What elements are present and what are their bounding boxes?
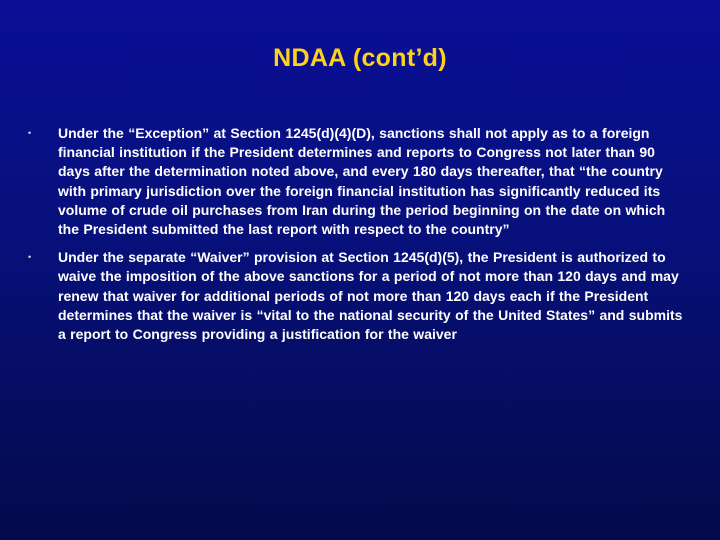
- slide-title: NDAA (cont’d): [273, 44, 447, 72]
- bullet-text: Under the separate “Waiver” provision at Section 1245(d)(5), the President is authorized to waive the imposition of the above sanctions for a period of not more than 120 days and may renew that waiver for additional periods of not more than 120 days each if the President determines that the waiver is “vital to the national security of the United States” and submits a report to Congress providing a justification for the waiver: [58, 249, 683, 343]
- bullet-list: [28, 124, 688, 353]
- bullet-text: Under the “Exception” at Section 1245(d)(4)(D), sanctions shall not apply as to a foreign financial institution if the President determines and reports to Congress not later than 90 days after the determination noted above, and every 180 days thereafter, that “the country with primary jurisdiction over the foreign financial institution has significantly reduced its volume of crude oil purchases from Iran during the period beginning on the date on which the President submitted the last report with respect to the country”: [58, 125, 666, 238]
- bullet-item-waiver: [28, 248, 688, 344]
- bullet-icon: •: [28, 128, 32, 138]
- bullet-item-exception: [28, 124, 688, 239]
- bullet-icon: •: [28, 252, 32, 263]
